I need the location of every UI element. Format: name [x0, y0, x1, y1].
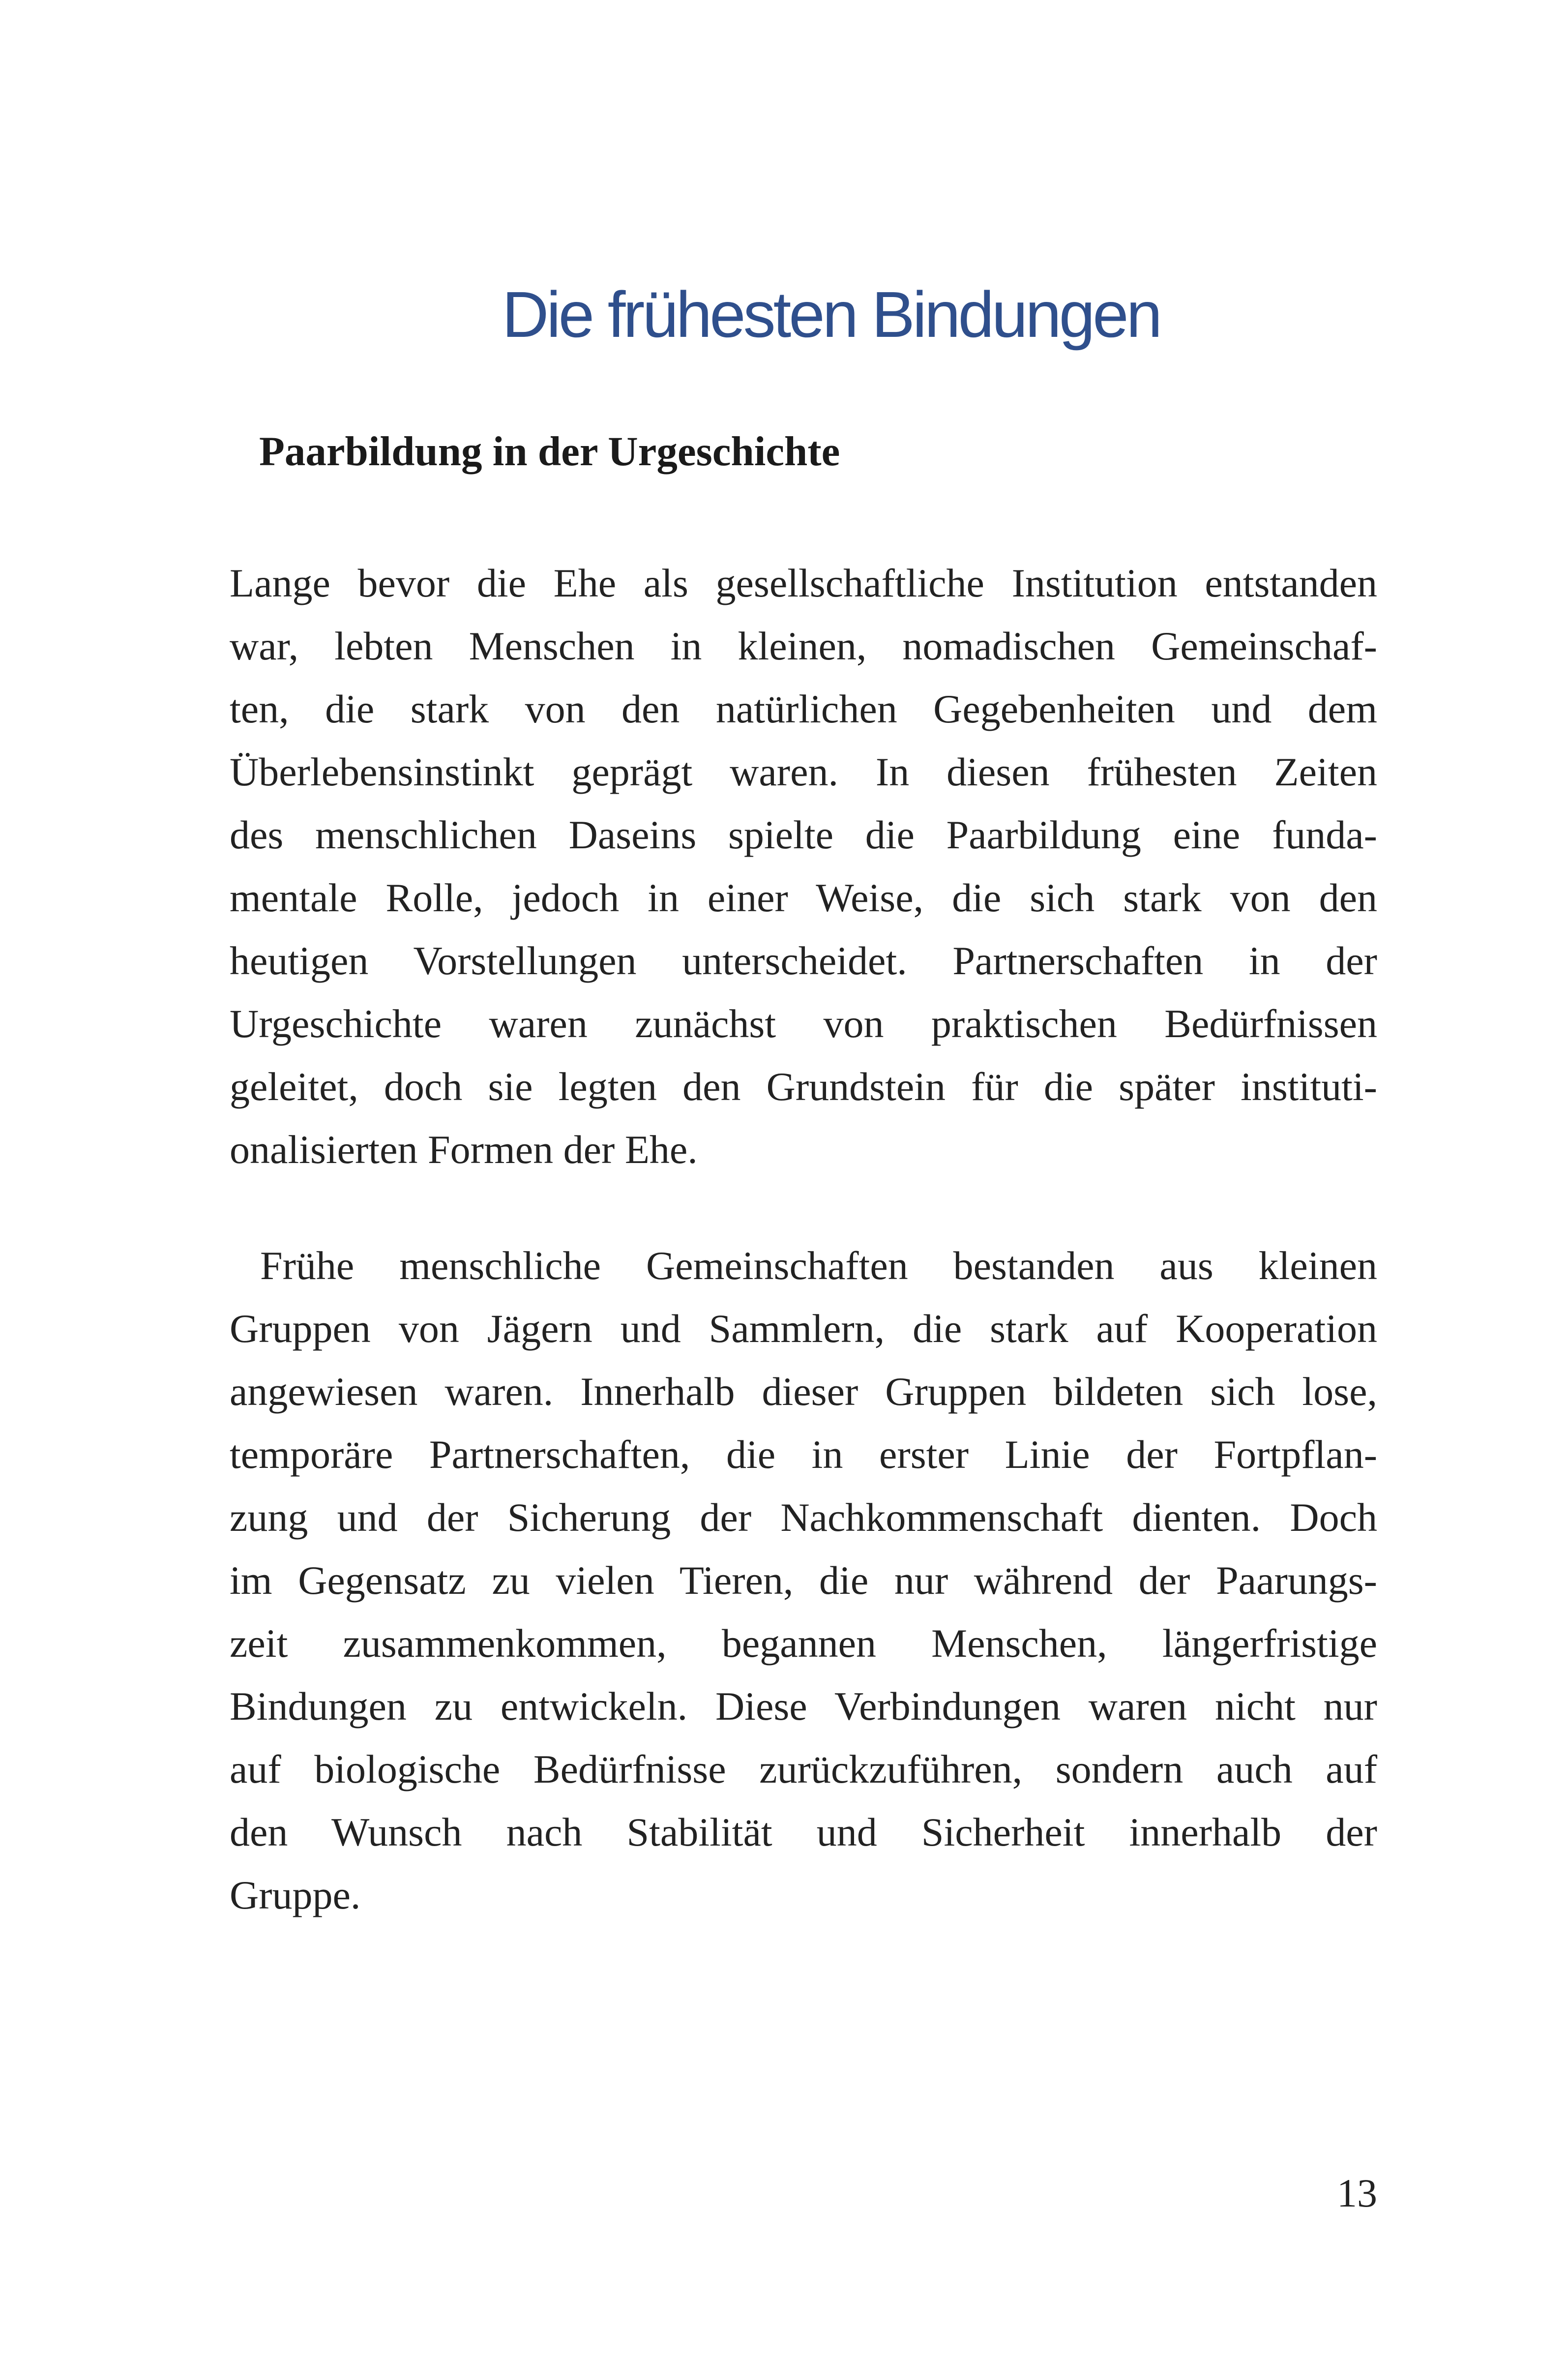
paragraph-line: des menschlichen Daseins spielte die Paarbildung eine funda- — [230, 812, 1377, 857]
paragraph-2 — [230, 1234, 1377, 1927]
paragraph-line: Lange bevor die Ehe als gesellschaftliche Institution entstanden — [230, 561, 1377, 605]
paragraph-line: angewiesen waren. Innerhalb dieser Gruppen bildeten sich lose, — [230, 1369, 1377, 1414]
paragraph-line: zung und der Sicherung der Nachkommenschaft dienten. Doch — [230, 1495, 1377, 1540]
paragraph-line: temporäre Partnerschaften, die in erster Linie der Fortpflan- — [230, 1432, 1377, 1477]
paragraph-line: Bindungen zu entwickeln. Diese Verbindungen waren nicht nur — [230, 1684, 1377, 1729]
paragraph-line: war, lebten Menschen in kleinen, nomadischen Gemeinschaf- — [230, 624, 1377, 668]
paragraph-line: Überlebensinstinkt geprägt waren. In diesen frühesten Zeiten — [230, 749, 1377, 794]
paragraph-line: Gruppen von Jägern und Sammlern, die stark auf Kooperation — [230, 1306, 1377, 1351]
paragraph-line: im Gegensatz zu vielen Tieren, die nur während der Paarungs- — [230, 1558, 1377, 1603]
paragraph-1 — [230, 552, 1377, 1181]
paragraph-line: mentale Rolle, jedoch in einer Weise, die sich stark von den — [230, 875, 1377, 920]
paragraph-line: ten, die stark von den natürlichen Gegebenheiten und dem — [230, 687, 1377, 731]
paragraph-line: heutigen Vorstellungen unterscheidet. Partnerschaften in der — [230, 938, 1377, 983]
paragraph-line: Gruppe. — [230, 1873, 361, 1917]
paragraph-line: geleitet, doch sie legten den Grundstein für die später instituti- — [230, 1064, 1377, 1109]
paragraph-line: Frühe menschliche Gemeinschaften bestanden aus kleinen — [260, 1243, 1377, 1288]
section-heading: Paarbildung in der Urgeschichte — [259, 428, 840, 475]
paragraph-line: onalisierten Formen der Ehe. — [230, 1127, 698, 1172]
paragraph-line: zeit zusammenkommen, begannen Menschen, längerfristige — [230, 1621, 1377, 1666]
paragraph-line: Urgeschichte waren zunächst von praktischen Bedürfnissen — [230, 1001, 1377, 1046]
paragraph-line: auf biologische Bedürfnisse zurückzuführen, sondern auch auf — [230, 1747, 1377, 1791]
page-number: 13 — [1337, 2171, 1377, 2215]
paragraph-line: den Wunsch nach Stabilität und Sicherheit innerhalb der — [230, 1810, 1377, 1854]
chapter-title: Die frühesten Bindungen — [502, 278, 1160, 351]
